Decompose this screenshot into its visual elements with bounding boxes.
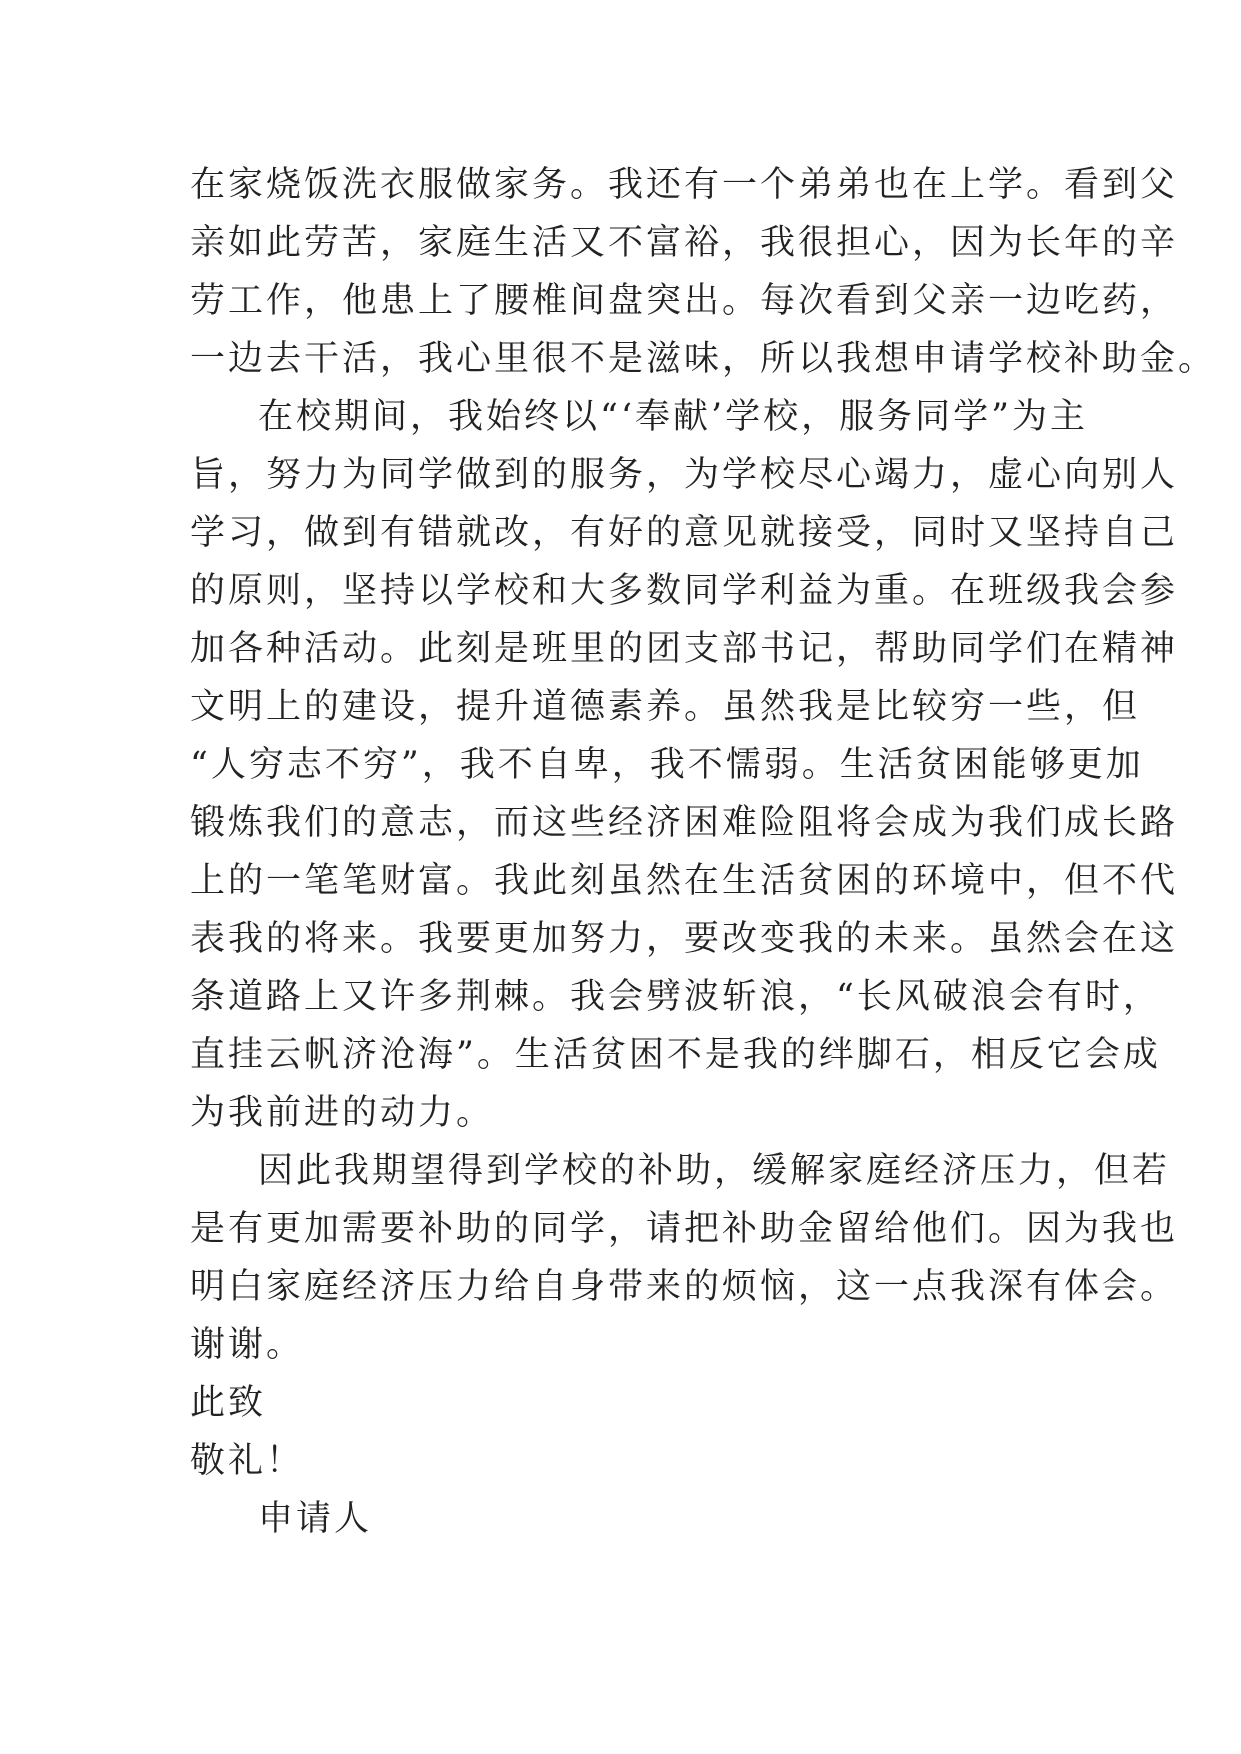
text-line: 一边去干活，我心里很不是滋味，所以我想申请学校补助金。 (190, 339, 1217, 379)
text-line: 亲如此劳苦，家庭生活又不富裕，我很担心，因为长年的辛 (190, 223, 1179, 263)
text-line: 表我的将来。我要更加努力，要改变我的未来。虽然会在这 (190, 919, 1179, 959)
text-line: 条道路上又许多荆棘。我会劈波斩浪，“长风破浪会有时， (190, 977, 1161, 1017)
text-line: 是有更加需要补助的同学，请把补助金留给他们。因为我也 (190, 1209, 1179, 1249)
text-line: 锻炼我们的意志，而这些经济困难险阻将会成为我们成长路 (190, 803, 1179, 843)
text-line: 为我前进的动力。 (190, 1093, 495, 1133)
text-line: 的原则，坚持以学校和大多数同学利益为重。在班级我会参 (190, 571, 1179, 611)
closing-salutation: 此致 (190, 1383, 267, 1423)
text-line: 旨，努力为同学做到的服务，为学校尽心竭力，虚心向别人 (190, 455, 1179, 495)
text-line: 明白家庭经济压力给自身带来的烦恼，这一点我深有体会。 (190, 1267, 1179, 1307)
closing-salute: 敬礼！ (190, 1441, 305, 1481)
closing-thanks: 谢谢。 (190, 1325, 305, 1365)
text-line: 在家烧饭洗衣服做家务。我还有一个弟弟也在上学。看到父 (190, 165, 1179, 205)
text-line: 文明上的建设，提升道德素养。虽然我是比较穷一些，但 (190, 687, 1141, 727)
text-line: “人穷志不穷”，我不自卑，我不懦弱。生活贫困能够更加 (190, 745, 1144, 785)
paragraph-start-line: 因此我期望得到学校的补助，缓解家庭经济压力，但若 (258, 1151, 1171, 1191)
text-line: 直挂云帆济沧海”。生活贫困不是我的绊脚石，相反它会成 (190, 1035, 1161, 1075)
applicant-label: 申请人 (258, 1499, 373, 1539)
text-line: 加各种活动。此刻是班里的团支部书记，帮助同学们在精神 (190, 629, 1179, 669)
text-line: 上的一笔笔财富。我此刻虽然在生活贫困的环境中，但不代 (190, 861, 1179, 901)
text-line: 学习，做到有错就改，有好的意见就接受，同时又坚持自己 (190, 513, 1179, 553)
text-line: 劳工作，他患上了腰椎间盘突出。每次看到父亲一边吃药， (190, 281, 1179, 321)
paragraph-start-line: 在校期间，我始终以“‘奉献’学校，服务同学”为主 (258, 397, 1089, 437)
